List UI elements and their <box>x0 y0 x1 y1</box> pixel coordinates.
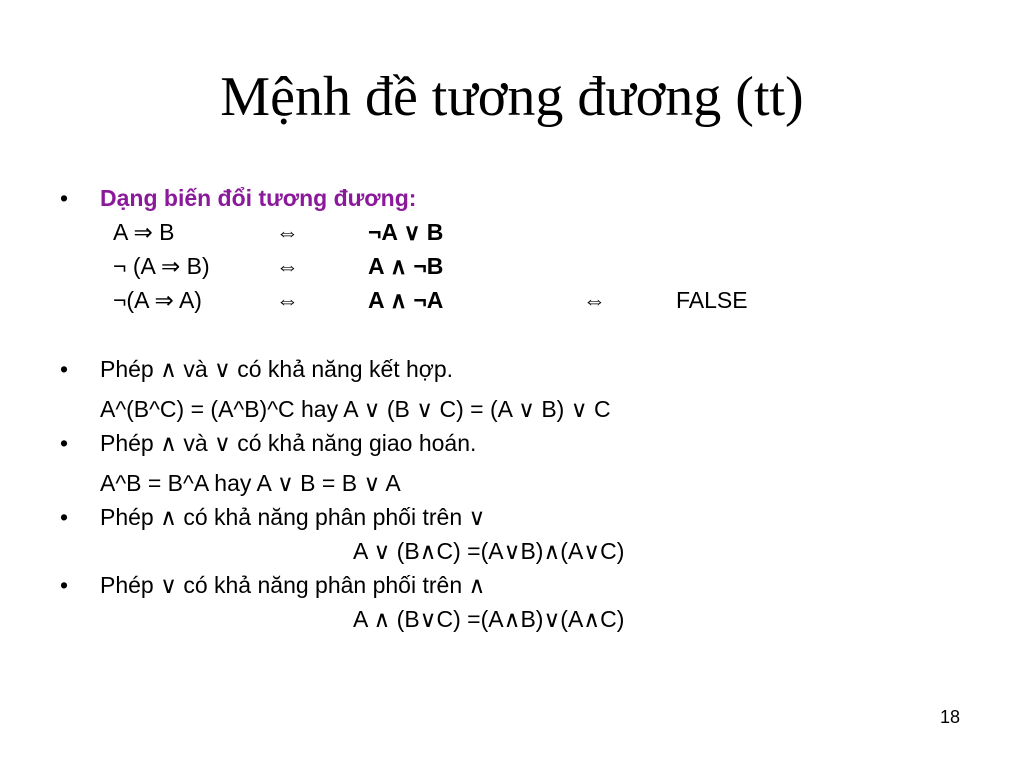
bullet-item-distributive-or: Phép ∨ có khả năng phân phối trên ∧ <box>100 572 486 598</box>
equiv-row-2-symbol: ⇔ <box>276 253 299 279</box>
equiv-row-2-right: A ∧ ¬B <box>368 253 444 279</box>
equiv-row-3-left: ¬(A ⇒ A) <box>113 287 202 313</box>
equiv-row-1-right: ¬A ∨ B <box>368 219 444 245</box>
slide-title: Mệnh đề tương đương (tt) <box>220 66 804 128</box>
formula-associative: A^(B^C) = (A^B)^C hay A ∨ (B ∨ C) = (A ∨ B) ∨ C <box>100 396 611 422</box>
bullet-marker: • <box>60 185 69 211</box>
section-heading: Dạng biến đổi tương đương: <box>100 185 417 211</box>
equiv-row-3-result: FALSE <box>676 287 748 313</box>
formula-commutative: A^B = B^A hay A ∨ B = B ∨ A <box>100 470 401 496</box>
bullet-item-associative: Phép ∧ và ∨ có khả năng kết hợp. <box>100 356 454 382</box>
bullet-marker: • <box>60 356 69 382</box>
equiv-row-3-symbol: ⇔ <box>276 287 299 313</box>
bullet-item-commutative: Phép ∧ và ∨ có khả năng giao hoán. <box>100 430 477 456</box>
page-number: 18 <box>940 707 961 727</box>
formula-distributive-or: A ∧ (B∨C) =(A∧B)∨(A∧C) <box>353 606 625 632</box>
bullet-item-distributive-and: Phép ∧ có khả năng phân phối trên ∨ <box>100 504 486 530</box>
equiv-row-1-symbol: ⇔ <box>276 219 299 245</box>
equiv-row-3-right: A ∧ ¬A <box>368 287 444 313</box>
bullet-marker: • <box>60 430 69 456</box>
equiv-row-3-symbol-2: ⇔ <box>583 287 606 313</box>
bullet-marker: • <box>60 572 69 598</box>
equiv-row-2-left: ¬ (A ⇒ B) <box>113 253 210 279</box>
equiv-row-1-left: A ⇒ B <box>113 219 175 245</box>
formula-distributive-and: A ∨ (B∧C) =(A∨B)∧(A∨C) <box>353 538 625 564</box>
bullet-marker: • <box>60 504 69 530</box>
